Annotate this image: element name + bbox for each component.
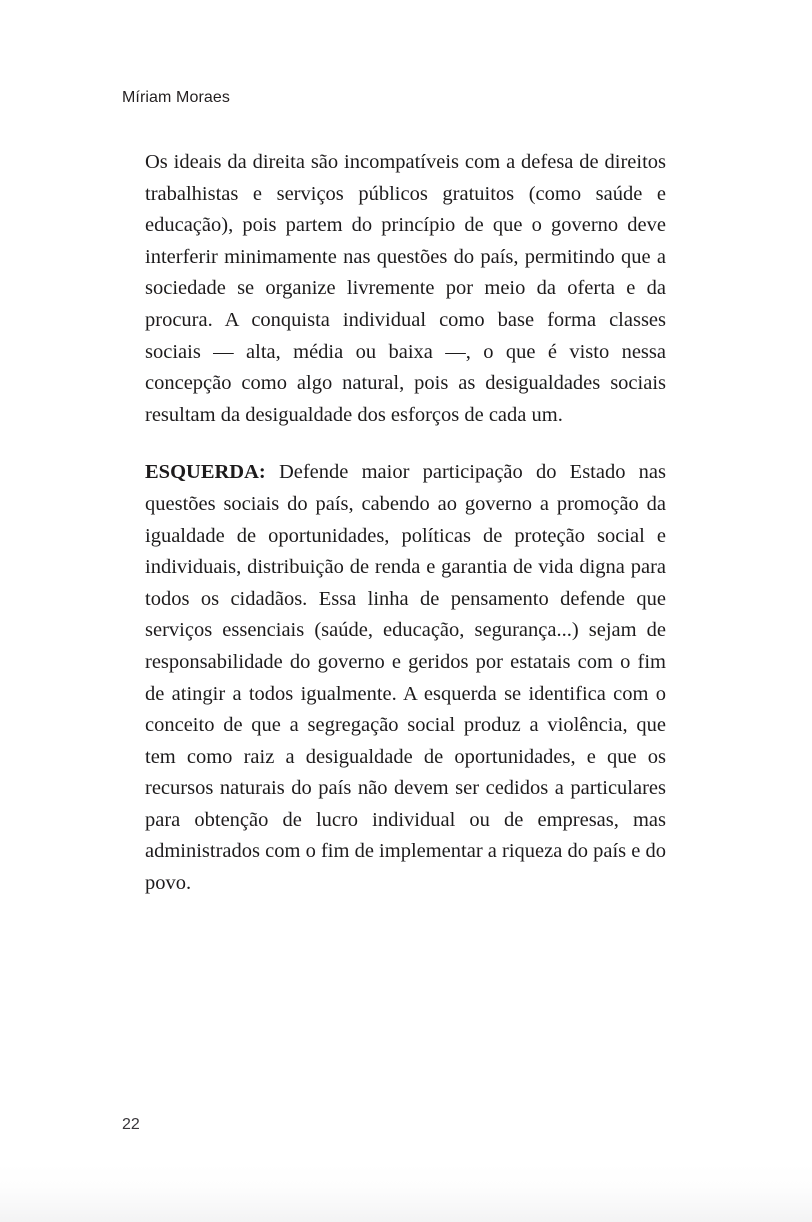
page-text-block — [145, 147, 666, 900]
page-number: 22 — [122, 1116, 140, 1133]
paragraph-esquerda — [145, 457, 666, 899]
running-head-author: Míriam Moraes — [122, 89, 230, 106]
paragraph-direita — [145, 147, 666, 431]
paragraph-esquerda-text: Defende maior participação do Estado nas questões sociais do país, cabendo ao governo a promoção da igualdade de oportunidades, políticas de proteção social e individuais, distribuição de renda e garantia de vida digna para todos os cidadãos. Essa linha de pensamento defende que serviços essenciais (saúde, educação, segurança...) sejam de responsabilidade do governo e geridos por estatais com o fim de atingir a todos igualmente. A esquerda se identifica com o conceito de que a segregação social produz a violência, que tem como raiz a desigualdade de oportunidades, e que os recursos naturais do país não devem ser cedidos a particulares para obtenção de lucro individual ou de empresas, mas administrados com o fim de implementar a riqueza do país e do povo. — [145, 461, 666, 895]
paragraph-direita-text: Os ideais da direita são incompatíveis com a defesa de direitos trabalhistas e serviços públicos gratuitos (como saúde e educação), pois partem do princípio de que o governo deve interferir minimamente nas questões do país, permitindo que a sociedade se organize livremente por meio da oferta e da procura. A conquista individual como base forma classes sociais — alta, média ou baixa —, o que é visto nessa concepção como algo natural, pois as desigualdades sociais resultam da desigualdade dos esforços de cada um. — [145, 151, 666, 426]
esquerda-lead-label: ESQUERDA: — [145, 461, 266, 484]
page-bottom-edge — [0, 1164, 812, 1222]
